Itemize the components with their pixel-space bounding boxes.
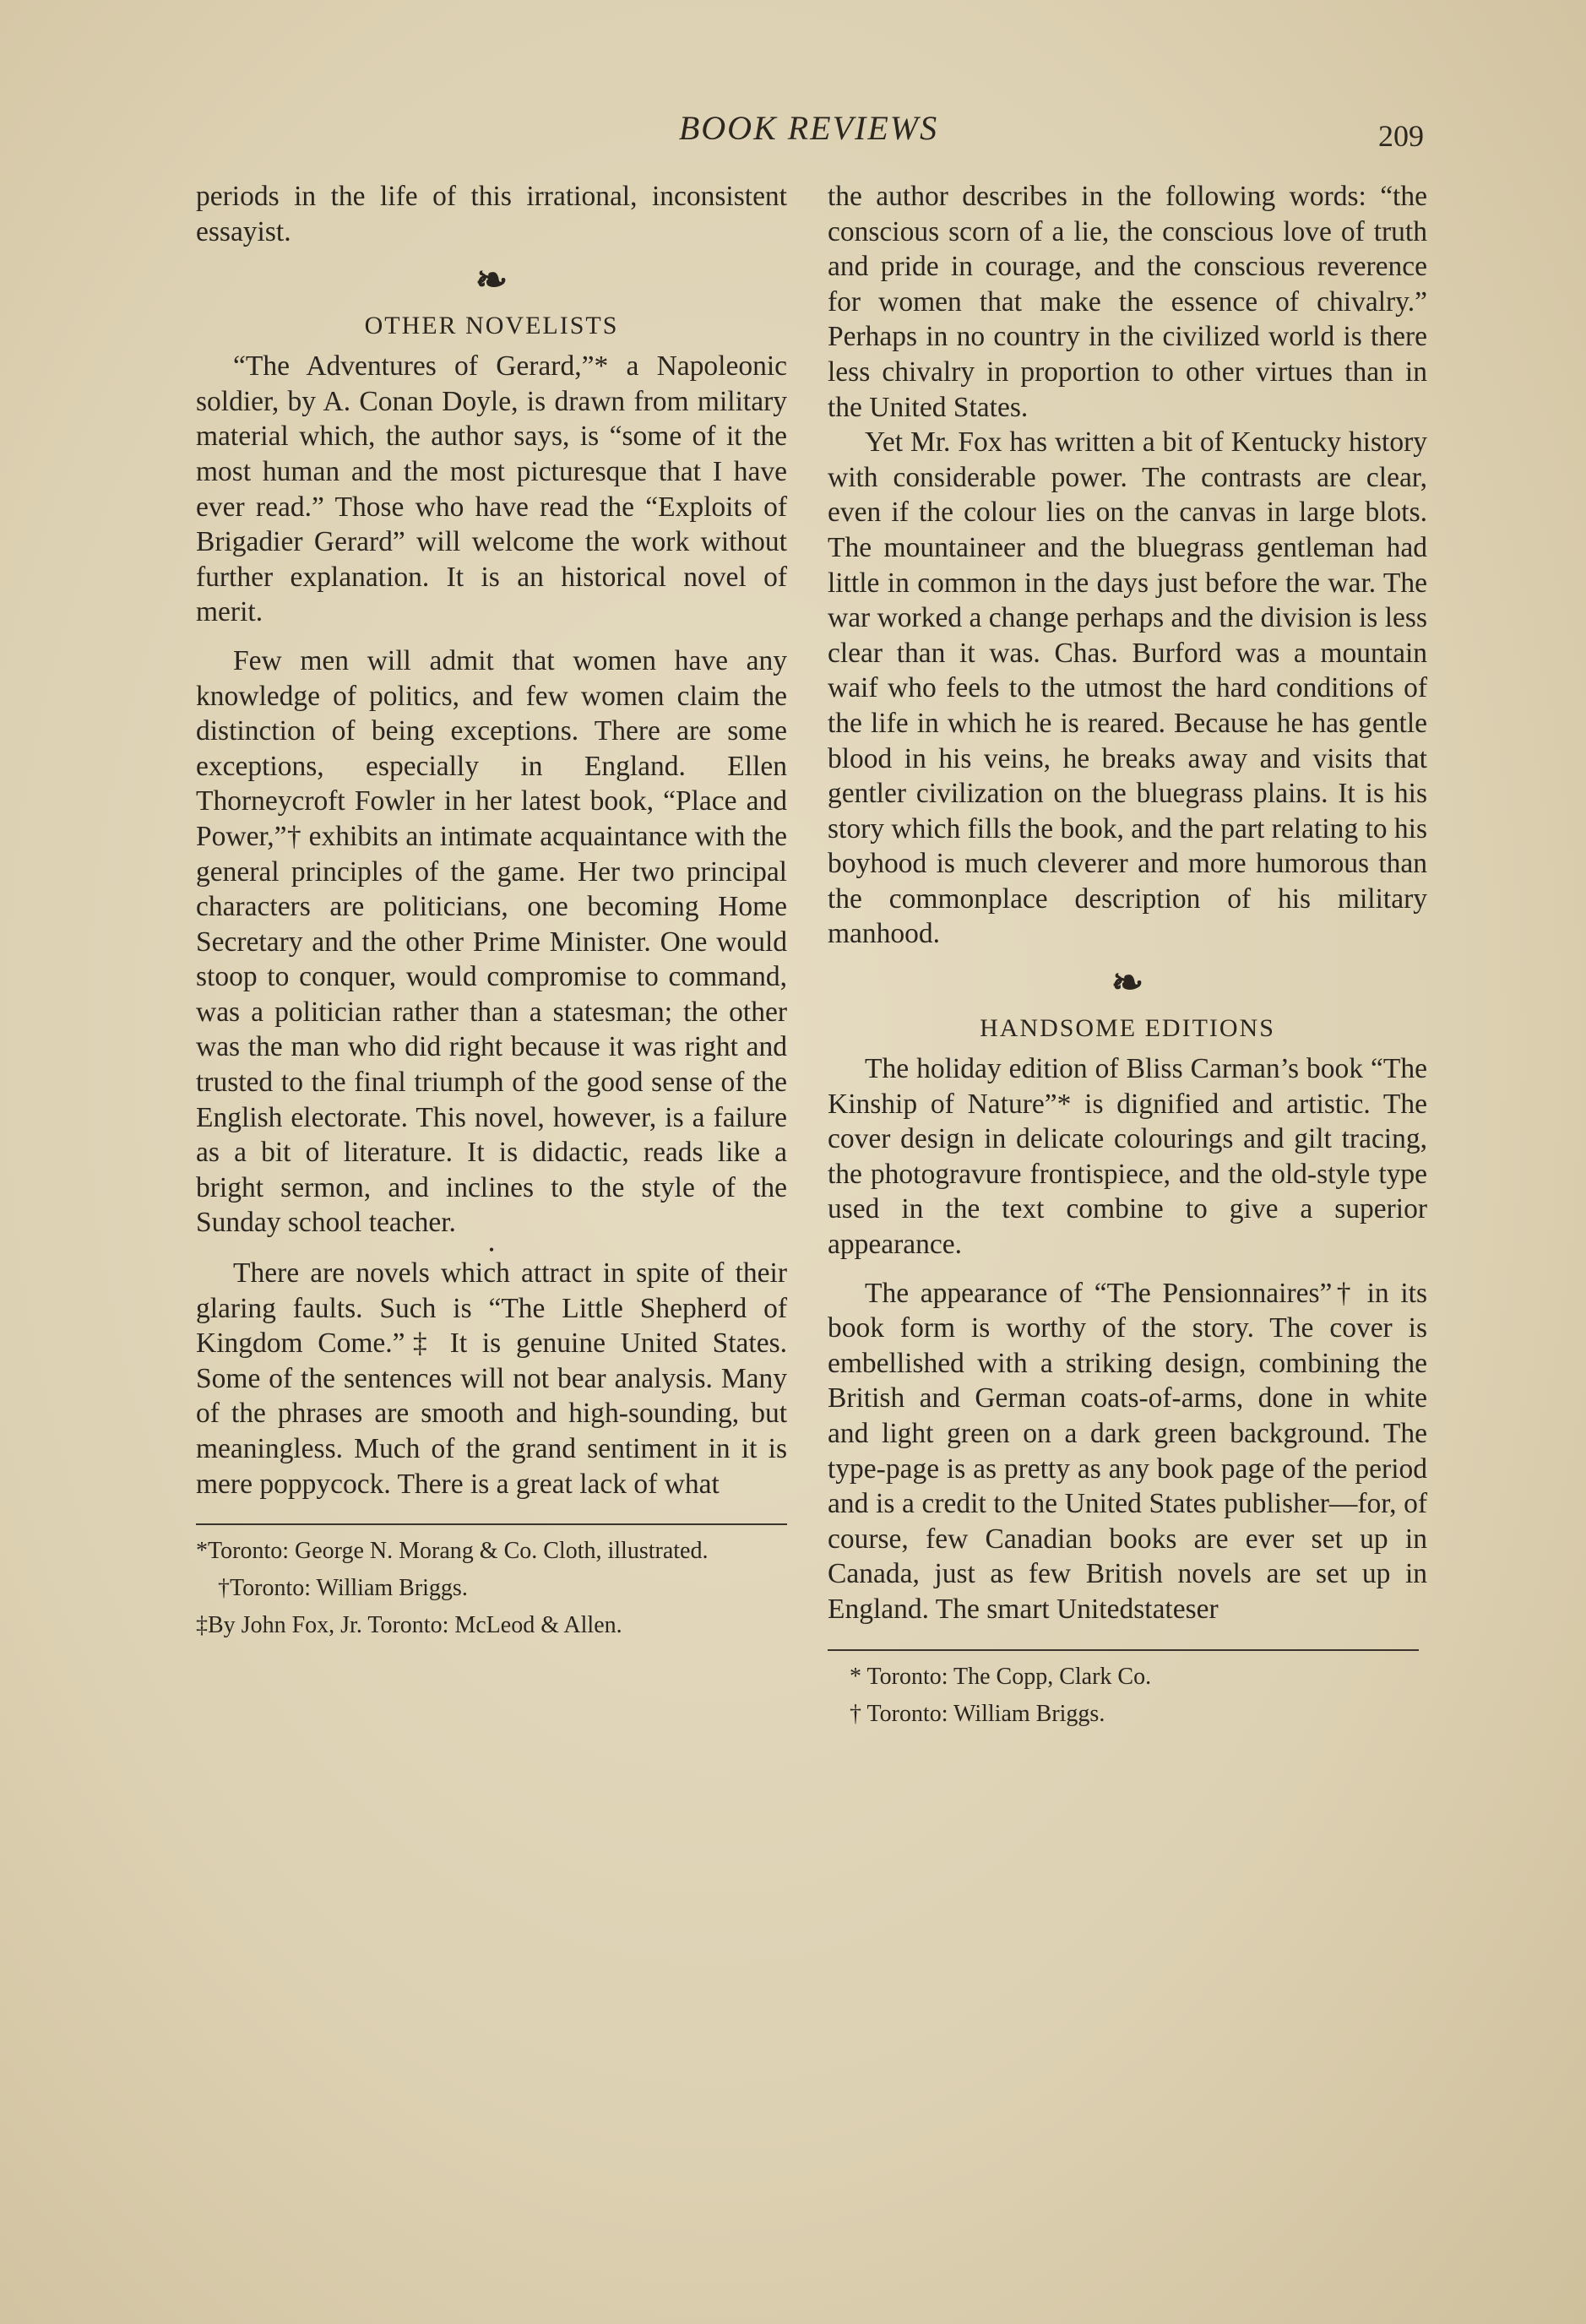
continuation-paragraph: the author describes in the following words: “the conscious scorn of a lie, the conscious love of truth and pride in courage, and the conscious reverence for women that make the essence of chivalry.” Perhaps in no country in the civilized world is there less chivalry in proportion to other virtues than in the United States. xyxy=(828,181,1427,423)
review-paragraph: “The Adventures of Gerard,”* a Napoleonic soldier, by A. Conan Doyle, is drawn from military material which, the author says, is “some of it the most human and the most picturesque that I have ever read.” Those who have read the “Exploits of Brigadier Gerard” will welcome the work without further explanation. It is an historical novel of merit. xyxy=(196,350,787,628)
review-paragraph: Yet Mr. Fox has written a bit of Kentucky history with considerable power. The contrasts are clear, even if the colour lies on the canvas in large blots. The mountaineer and the bluegrass gentleman had little in common in the days just before the war. The war worked a change perhaps and the division is less clear than it was. Chas. Burford was a mountain waif who feels to the utmost the hard conditions of the life in which he is reared. Because he has gentle blood in his veins, he breaks away and visits that gentler civilization on the bluegrass plains. It is his story which fills the book, and the part relating to his boyhood is much cleverer and more humorous than the commonplace description of his military manhood. xyxy=(828,426,1427,950)
leaf-ornament-icon: ❧ xyxy=(1111,961,1144,1005)
footnote: * Toronto: The Copp, Clark Co. xyxy=(850,1663,1152,1690)
review-paragraph: Few men will admit that women have any knowledge of politics, and few women claim the distinction of being exceptions. There are some exceptions, especially in England. Ellen Thorneycroft Fowler in her latest book, “Place and Power,”† exhibits an intimate acquaintance with the general principles of the game. Her two principal characters are politicians, one becoming Home Secretary and the other Prime Minister. One would stoop to conquer, would compromise to command, was a politician rather than a statesman; the other was the man who did right because it was right and trusted to the final triumph of the good sense of the English electorate. This novel, however, is a failure as a bit of literature. It is didactic, reads like a bright sermon, and inclines to the style of the Sunday school teacher. xyxy=(196,644,787,1239)
right-column xyxy=(828,179,1427,1735)
continuation-paragraph: periods in the life of this irrational, inconsistent essayist. xyxy=(196,181,787,247)
review-paragraph: The appearance of “The Pensionnaires”† in its book form is worthy of the story. The cover is embellished with a striking design, combining the British and German coats-of-arms, done in white and light green on a dark green background. The type-page is as pretty as any book page of the period and is a credit to the United States publisher—for, of course, few Canadian books are ever set up in Canada, just as few British novels are set up in England. The smart Unitedstateser xyxy=(828,1277,1427,1625)
footnotes-left xyxy=(196,1535,787,1642)
review-paragraph: The holiday edition of Bliss Carman’s book “The Kinship of Nature”* is dignified and artistic. The cover design in delicate colourings and gilt tracing, the photogravure frontispiece, and the old-style type used in the text combine to give a superior appearance. xyxy=(828,1053,1427,1261)
running-header: BOOK REVIEWS xyxy=(678,109,939,147)
left-column xyxy=(196,179,787,1647)
separator-dot: • xyxy=(488,1241,495,1259)
footnote: † Toronto: William Briggs. xyxy=(850,1700,1105,1727)
footnote: ‡By John Fox, Jr. Toronto: McLeod & Allen. xyxy=(196,1612,622,1639)
footnote-rule xyxy=(196,1523,787,1525)
footnotes-right xyxy=(828,1661,1427,1730)
section-heading-other-novelists: OTHER NOVELISTS xyxy=(364,312,619,340)
section-heading-handsome-editions: HANDSOME EDITIONS xyxy=(980,1014,1275,1043)
footnote: *Toronto: George N. Morang & Co. Cloth, illustrated. xyxy=(196,1538,709,1565)
footnote: †Toronto: William Briggs. xyxy=(218,1575,468,1602)
paragraph-gap xyxy=(828,1262,1427,1276)
page-number: 209 xyxy=(1378,119,1424,153)
leaf-ornament-icon: ❧ xyxy=(475,258,508,302)
review-paragraph: There are novels which attract in spite of their glaring faults. Such is “The Little Shepherd of Kingdom Come.”‡ It is genuine United States. Some of the sentences will not bear analysis. Many of the phrases are smooth and high-sounding, but meaningless. Much of the grand sentiment in it is mere poppycock. There is a great lack of what xyxy=(196,1257,787,1500)
paragraph-gap xyxy=(196,630,787,643)
footnote-rule xyxy=(828,1649,1419,1651)
